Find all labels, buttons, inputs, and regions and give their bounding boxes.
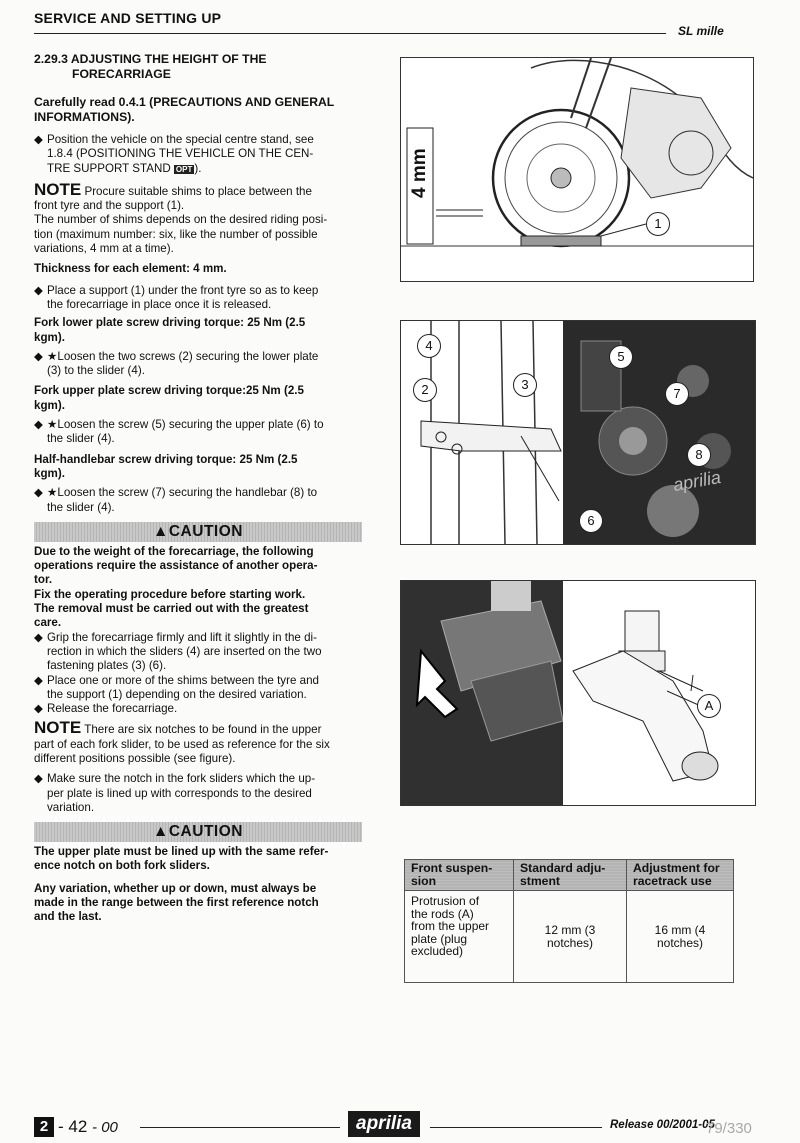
text-line: from the upper bbox=[411, 919, 490, 933]
caution-text: and the last. bbox=[34, 910, 102, 924]
warning-icon: ▲ bbox=[153, 522, 169, 540]
shim-support bbox=[521, 236, 601, 246]
text-line: Make sure the notch in the fork sliders which the up- bbox=[47, 772, 316, 786]
text-line: front tyre and the support (1). bbox=[34, 199, 185, 213]
caution-banner-2 bbox=[34, 822, 362, 842]
bullet-loosen-handlebar bbox=[34, 486, 362, 515]
text-line: the rods (A) bbox=[411, 906, 474, 921]
text-line: notches) bbox=[546, 935, 594, 950]
text-line: ★Loosen the screw (7) securing the handlebar (8) to bbox=[47, 486, 318, 500]
text-line: different positions possible (see figure). bbox=[34, 751, 236, 765]
text-line: variation. bbox=[47, 800, 95, 814]
text-line: the forecarriage in place once it is released. bbox=[47, 297, 272, 311]
standard-value bbox=[514, 891, 627, 983]
caution-label: CAUTION bbox=[168, 522, 243, 540]
caution-text: Due to the weight of the forecarriage, the following bbox=[34, 544, 314, 558]
caution-text: The removal must be carried out with the greatest bbox=[34, 602, 309, 616]
caution-text: tor. bbox=[34, 573, 53, 587]
text-line: Position the vehicle on the special centre stand, see bbox=[47, 133, 314, 146]
text-line: kgm). bbox=[34, 330, 65, 344]
torque-handlebar: Half-handlebar screw driving torque: 25 Nm (2.5 bbox=[34, 452, 298, 466]
text-line: Place a support (1) under the front tyre so as to keep bbox=[47, 283, 319, 297]
callout-7: 7 bbox=[665, 382, 689, 406]
callout-8: 8 bbox=[687, 443, 711, 467]
footer-rule-left bbox=[140, 1127, 340, 1128]
header-rule bbox=[34, 33, 666, 34]
text-line: 12 mm (3 bbox=[544, 923, 596, 937]
caution-label: CAUTION bbox=[168, 823, 243, 841]
caution-banner-1 bbox=[34, 522, 362, 542]
callout-3: 3 bbox=[513, 373, 537, 397]
caution-text: Any variation, whether up or down, must always be bbox=[34, 881, 317, 895]
bullet-icon: ◆ bbox=[34, 630, 43, 644]
text-line: kgm). bbox=[34, 466, 65, 480]
bullet-position-vehicle bbox=[34, 133, 362, 177]
bullet-icon: ◆ bbox=[34, 486, 43, 500]
torque-lower-plate: Fork lower plate screw driving torque: 25 Nm (2.5 bbox=[34, 316, 306, 330]
text-line: Protrusion of bbox=[411, 894, 480, 908]
caution-text: operations require the assistance of another opera- bbox=[34, 559, 318, 573]
bullet-icon: ◆ bbox=[34, 772, 43, 786]
figure-front-wheel-shim bbox=[400, 57, 754, 282]
caution-text: care. bbox=[34, 616, 62, 630]
thickness-spec: Thickness for each element: 4 mm. bbox=[34, 262, 227, 276]
section-title-line1: 2.29.3 ADJUSTING THE HEIGHT OF THE bbox=[34, 52, 267, 66]
opt-badge: OPT bbox=[175, 164, 193, 174]
torque-upper-plate: Fork upper plate screw driving torque:25 Nm (2.5 bbox=[34, 384, 304, 398]
bullet-icon: ◆ bbox=[34, 418, 43, 432]
callout-4: 4 bbox=[417, 334, 441, 358]
figure-rod-protrusion bbox=[400, 580, 756, 806]
handlebar-drawing bbox=[563, 581, 755, 805]
footer-rule-right bbox=[430, 1127, 602, 1128]
callout-A: A bbox=[697, 694, 721, 718]
bullet-release bbox=[34, 702, 362, 716]
header-title: SERVICE AND SETTING UP bbox=[34, 10, 222, 26]
text-line: kgm). bbox=[34, 398, 65, 412]
table-header: Adjustment for racetrack use bbox=[627, 860, 734, 891]
text-line: (3) to the slider (4). bbox=[47, 364, 145, 378]
text-line: Place one or more of the shims between the tyre and bbox=[47, 673, 319, 687]
text-line: the slider (4). bbox=[47, 500, 115, 514]
shim-height-label: 4 mm bbox=[409, 148, 430, 198]
release-info: Release 00/2001-05 bbox=[610, 1119, 715, 1131]
bullet-check-notch bbox=[34, 772, 362, 815]
text-line: Grip the forecarriage firmly and lift it slightly in the di- bbox=[47, 630, 317, 644]
text-line: per plate is lined up with corresponds to the desired bbox=[47, 786, 312, 800]
bullet-loosen-upper bbox=[34, 418, 362, 447]
suspension-spec-table bbox=[404, 859, 734, 983]
section-title-line2: FORECARRIAGE bbox=[72, 66, 171, 81]
text-line: plate (plug bbox=[411, 931, 468, 946]
callout-2: 2 bbox=[413, 378, 437, 402]
bullet-place-support bbox=[34, 284, 362, 313]
callout-6: 6 bbox=[579, 509, 603, 533]
bullet-grip bbox=[34, 631, 362, 674]
text-line: 1.8.4 (POSITIONING THE VEHICLE ON THE CEN- bbox=[47, 147, 314, 161]
text-line: fastening plates (3) (6). bbox=[47, 659, 167, 673]
pdf-page-ref: 79/330 bbox=[706, 1120, 752, 1137]
racetrack-value bbox=[627, 891, 734, 983]
note-label: NOTE bbox=[34, 718, 82, 738]
chapter-number: 2 bbox=[34, 1117, 54, 1137]
text-line: The number of shims depends on the desired riding posi- bbox=[34, 213, 328, 227]
note-label: NOTE bbox=[34, 179, 82, 199]
row-label bbox=[405, 891, 514, 983]
callout-1: 1 bbox=[646, 212, 670, 236]
note-1: NOTE Procure suitable shims to place between the bbox=[34, 179, 312, 199]
arrow-icon bbox=[417, 651, 457, 717]
caution-text: made in the range between the first reference notch bbox=[34, 896, 319, 910]
caution-text: The upper plate must be lined up with the same refer- bbox=[34, 845, 329, 859]
text-line: TRE SUPPORT STAND OPT ). bbox=[47, 161, 202, 175]
bullet-icon: ◆ bbox=[34, 349, 43, 363]
read-note-line2: INFORMATIONS). bbox=[34, 109, 135, 124]
left-column bbox=[34, 52, 362, 925]
callout-5: 5 bbox=[609, 345, 633, 369]
table-row bbox=[405, 891, 734, 983]
text-line: ★Loosen the two screws (2) securing the lower plate bbox=[47, 349, 319, 363]
photo-fork-top bbox=[401, 581, 563, 805]
bullet-icon: ◆ bbox=[34, 133, 43, 146]
read-note-line1: Carefully read 0.4.1 (PRECAUTIONS AND GENERAL bbox=[34, 95, 335, 109]
bullet-loosen-lower bbox=[34, 350, 362, 379]
warning-icon: ▲ bbox=[153, 823, 169, 841]
table-header: Front suspen-sion bbox=[405, 860, 514, 891]
bullet-icon: ◆ bbox=[34, 283, 43, 297]
caution-text: Fix the operating procedure before starting work. bbox=[34, 587, 306, 601]
text-line: tion (maximum number: six, like the number of possible bbox=[34, 227, 318, 241]
bullet-place-shims bbox=[34, 674, 362, 703]
text-line: excluded) bbox=[411, 944, 464, 958]
text-line: ★Loosen the screw (5) securing the upper plate (6) to bbox=[47, 418, 324, 432]
text-line: Release the forecarriage. bbox=[47, 702, 178, 716]
page-number: - 42 - 00 bbox=[58, 1117, 118, 1136]
table-header: Standard adju-stment bbox=[514, 860, 627, 891]
aprilia-logo: aprilia bbox=[348, 1111, 420, 1137]
text-line: the support (1) depending on the desired variation. bbox=[47, 687, 307, 701]
model-name: SL mille bbox=[678, 24, 724, 38]
text-line: rection in which the sliders (4) are inserted on the two bbox=[47, 644, 322, 658]
bullet-icon: ◆ bbox=[34, 673, 43, 687]
caution-text: ence notch on both fork sliders. bbox=[34, 859, 210, 873]
text-line: the slider (4). bbox=[47, 432, 115, 446]
brand-marking: aprilia bbox=[671, 466, 723, 496]
bullet-icon: ◆ bbox=[34, 702, 43, 716]
figure-fork-plates bbox=[400, 320, 756, 545]
note-2: NOTE There are six notches to be found in the upper bbox=[34, 718, 322, 738]
text-line: 16 mm (4 bbox=[654, 923, 706, 937]
text-line: part of each fork slider, to be used as reference for the six bbox=[34, 737, 330, 751]
text-line: variations, 4 mm at a time). bbox=[34, 242, 174, 256]
motorcycle-illustration bbox=[401, 58, 753, 281]
text-line: notches) bbox=[656, 935, 704, 950]
